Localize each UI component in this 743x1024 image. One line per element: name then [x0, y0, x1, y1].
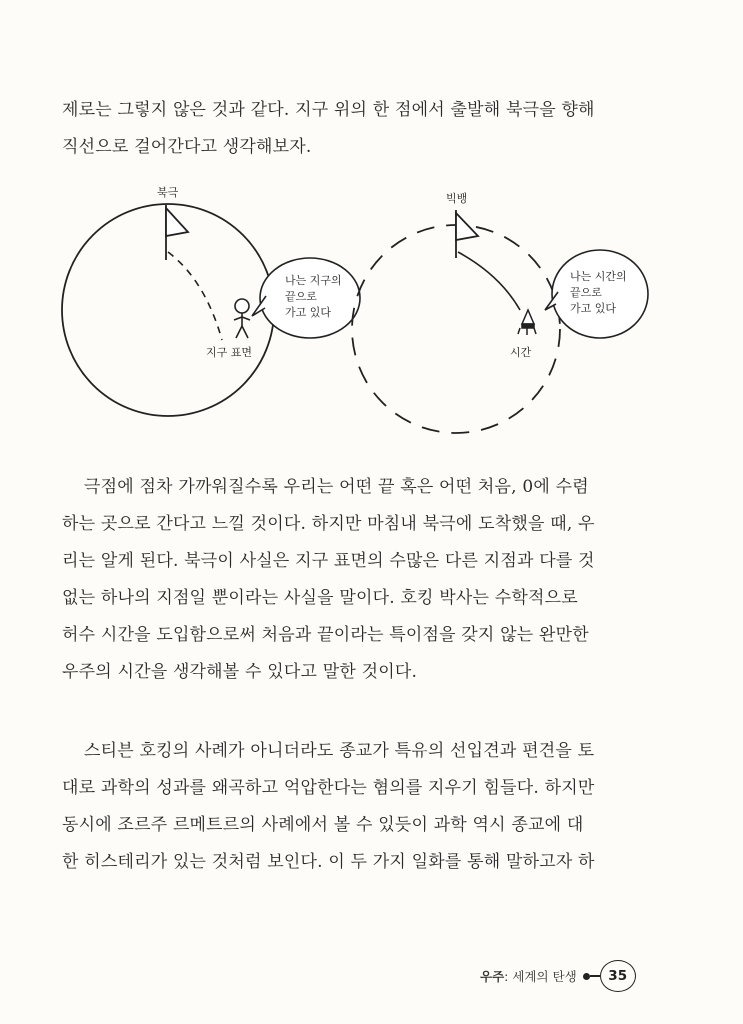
text-line: 동시에 조르주 르메트르의 사례에서 볼 수 있듯이 과학 역시 종교에 대 [62, 815, 584, 835]
speech-bubble-left [252, 258, 360, 338]
path-dashed [168, 252, 222, 340]
paragraph-3 [62, 733, 682, 881]
chapter-title-bold: 우주 [480, 969, 505, 984]
bubble-line: 나는 지구의 [285, 274, 342, 287]
speech-bubble-right [545, 250, 648, 338]
text-line: 스티븐 호킹의 사례가 아니더라도 종교가 특유의 선입견과 편견을 토 [84, 741, 595, 761]
page-footer [480, 960, 636, 992]
bubble-line: 나는 시간의 [570, 270, 627, 283]
bubble-line: 끝으로 [285, 290, 317, 303]
time-label: 시간 [510, 346, 532, 359]
text-line: 극점에 점차 가까워질수록 우리는 어떤 끝 혹은 어떤 처음, 0에 수렴 [84, 477, 589, 497]
chapter-title-rest: : 세계의 탄생 [504, 969, 577, 984]
text-line: 직선으로 걸어간다고 생각해보자. [62, 137, 312, 157]
paragraph-1 [62, 92, 682, 166]
bullet-icon [583, 973, 590, 980]
bubble-line: 끝으로 [570, 286, 602, 299]
paragraph-2 [62, 469, 682, 691]
text-line: 우주의 시간을 생각해볼 수 있다고 말한 것이다. [62, 662, 418, 682]
text-line: 하는 곳으로 간다고 느낄 것이다. 하지만 마침내 북극에 도착했을 때, 우 [62, 514, 595, 534]
flag-icon [456, 213, 478, 240]
text-line: 대로 과학의 성과를 왜곡하고 억압한다는 혐의를 지우기 힘들다. 하지만 [62, 778, 595, 798]
bubble-line: 가고 있다 [285, 306, 332, 319]
stick-figure-icon [234, 299, 250, 338]
earth-surface-label: 지구 표면 [206, 346, 253, 359]
north-pole-label: 북극 [157, 186, 179, 199]
diagram [0, 180, 743, 450]
text-line: 제로는 그렇지 않은 것과 같다. 지구 위의 한 점에서 출발해 북극을 향해 [62, 100, 595, 120]
flag-icon [166, 208, 188, 236]
text-line: 리는 알게 된다. 북극이 사실은 지구 표면의 수많은 다른 지점과 다를 것 [62, 551, 595, 571]
connector-line [590, 975, 600, 977]
rocket-icon [518, 310, 536, 335]
text-line: 한 히스테리가 있는 것처럼 보인다. 이 두 가지 일화를 통해 말하고자 하 [62, 852, 595, 872]
time-path [458, 252, 520, 310]
page-number: 35 [600, 960, 636, 992]
text-line: 없는 하나의 지점일 뿐이라는 사실을 말이다. 호킹 박사는 수학적으로 [62, 588, 578, 608]
big-bang-label: 빅뱅 [446, 192, 468, 205]
text-line: 허수 시간을 도입함으로써 처음과 끝이라는 특이점을 갖지 않는 완만한 [62, 625, 589, 645]
bubble-line: 가고 있다 [570, 302, 617, 315]
